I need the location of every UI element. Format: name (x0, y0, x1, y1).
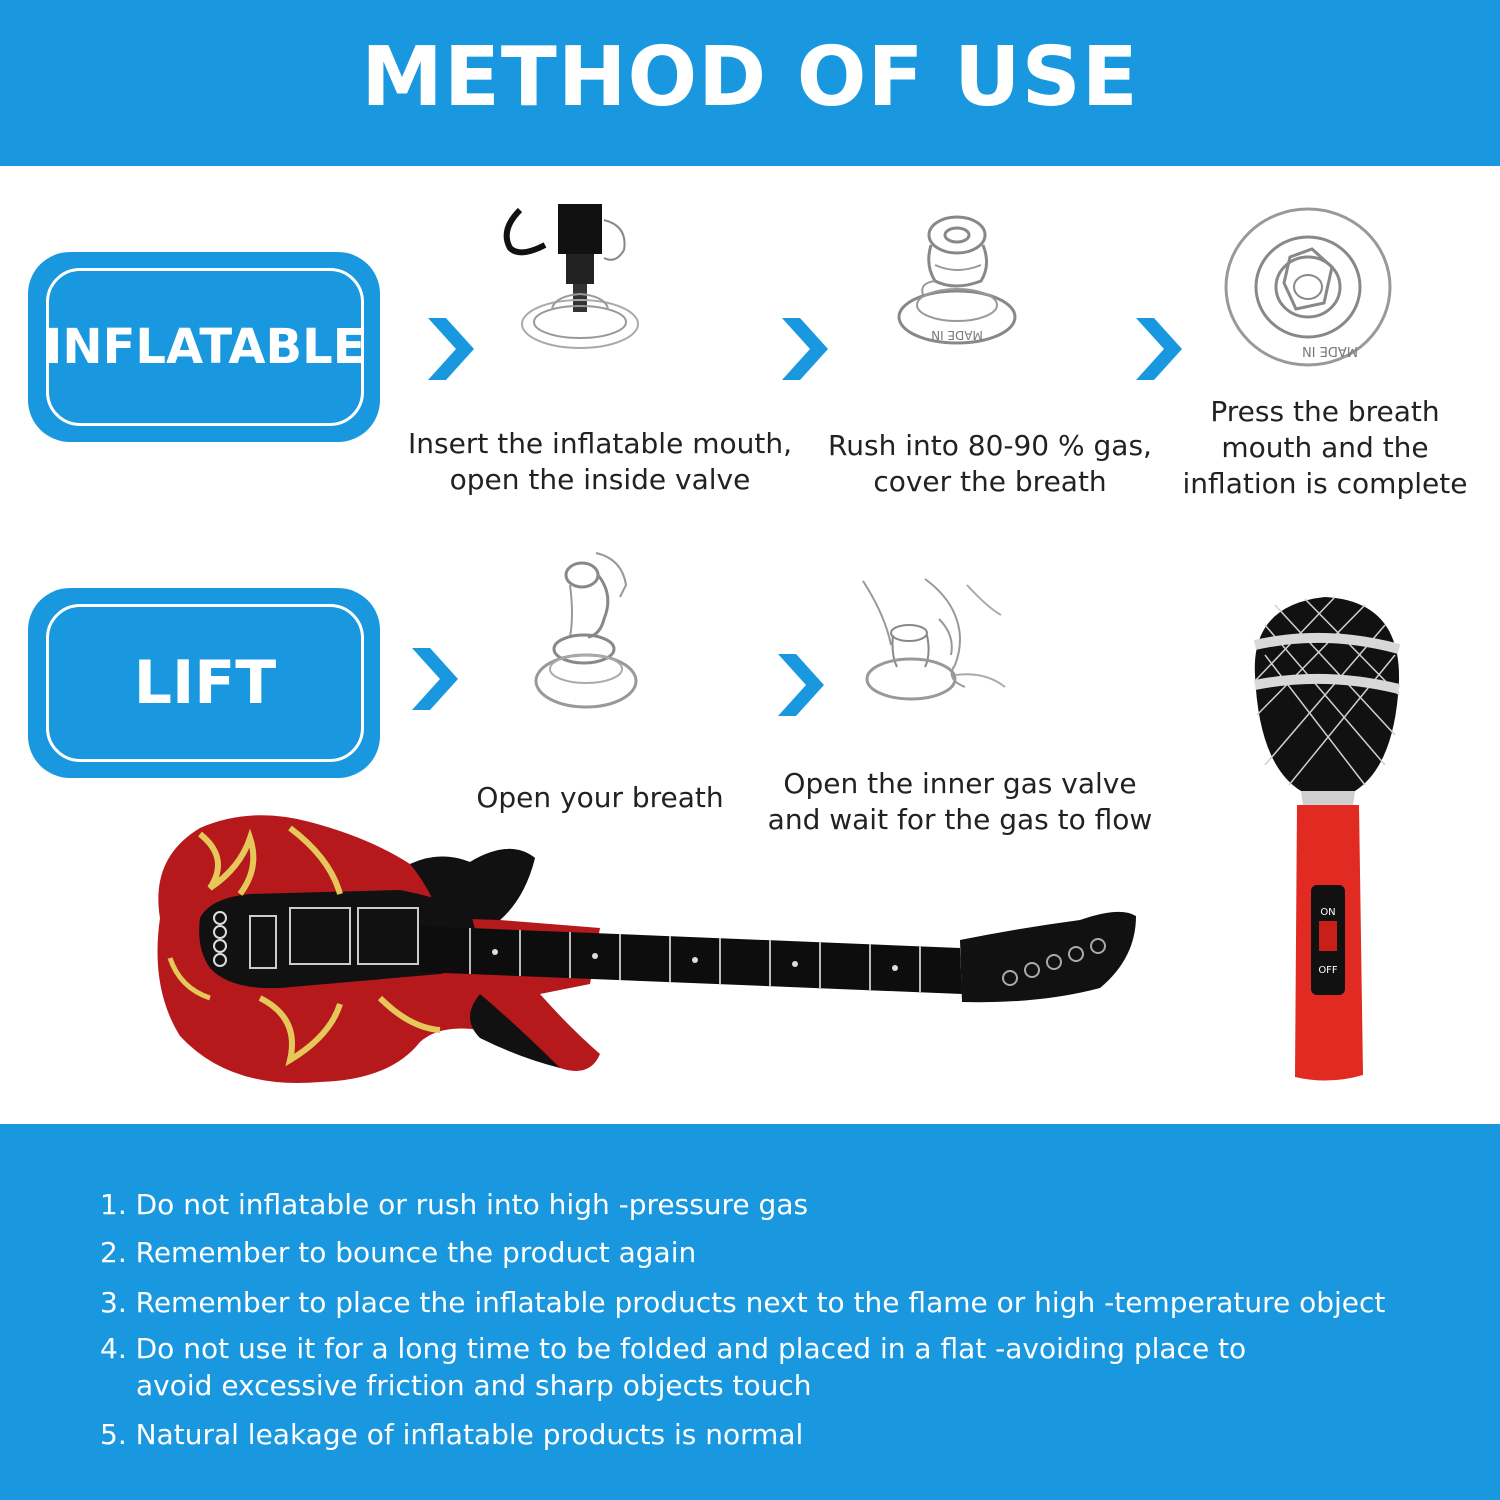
note-item: 3. Remember to place the inflatable products next to the flame or high -temperature object (100, 1286, 1386, 1319)
note-item: 5. Natural leakage of inflatable products is normal (100, 1418, 804, 1451)
lift-label-box (28, 588, 380, 778)
valve-imprint: MADE IN (931, 328, 983, 342)
note-item: 4. Do not use it for a long time to be folded and placed in a flat -avoiding place to avoid excessive friction and sharp objects touch (100, 1332, 1247, 1402)
header-band (0, 0, 1500, 166)
note-item: 1. Do not inflatable or rush into high -pressure gas (100, 1188, 809, 1221)
lift-label: LIFT (46, 604, 364, 762)
valve-illustration (1220, 205, 1395, 370)
switch-on-label: ON (1320, 907, 1336, 918)
valve-illustration (855, 575, 1010, 715)
chevron-right-icon (424, 318, 476, 380)
chevron-right-icon (778, 318, 830, 380)
valve-illustration (500, 200, 650, 360)
note-item: 2. Remember to bounce the product again (100, 1236, 697, 1269)
chevron-right-icon (1132, 318, 1184, 380)
inflatable-guitar (140, 798, 1140, 1090)
step-caption: Rush into 80-90 % gas, cover the breath (828, 429, 1152, 498)
step-caption: Open your breath (476, 781, 724, 814)
page-title: METHOD OF USE (361, 29, 1139, 125)
step-caption: Press the breath mouth and the inflation is complete (1182, 395, 1468, 500)
valve-imprint: MADE IN (1301, 343, 1359, 358)
valve-illustration (530, 545, 650, 720)
step-caption: Open the inner gas valve and wait for the gas to flow (767, 767, 1153, 836)
inflatable-label: INFLATABLE (46, 268, 364, 426)
chevron-right-icon (408, 648, 460, 710)
inflatable-label-box (28, 252, 380, 442)
inflatable-microphone (1245, 585, 1410, 1095)
step-caption: Insert the inflatable mouth, open the inside valve (408, 427, 792, 496)
chevron-right-icon (774, 654, 826, 716)
switch-off-label: OFF (1318, 965, 1338, 976)
valve-illustration (895, 205, 1035, 355)
